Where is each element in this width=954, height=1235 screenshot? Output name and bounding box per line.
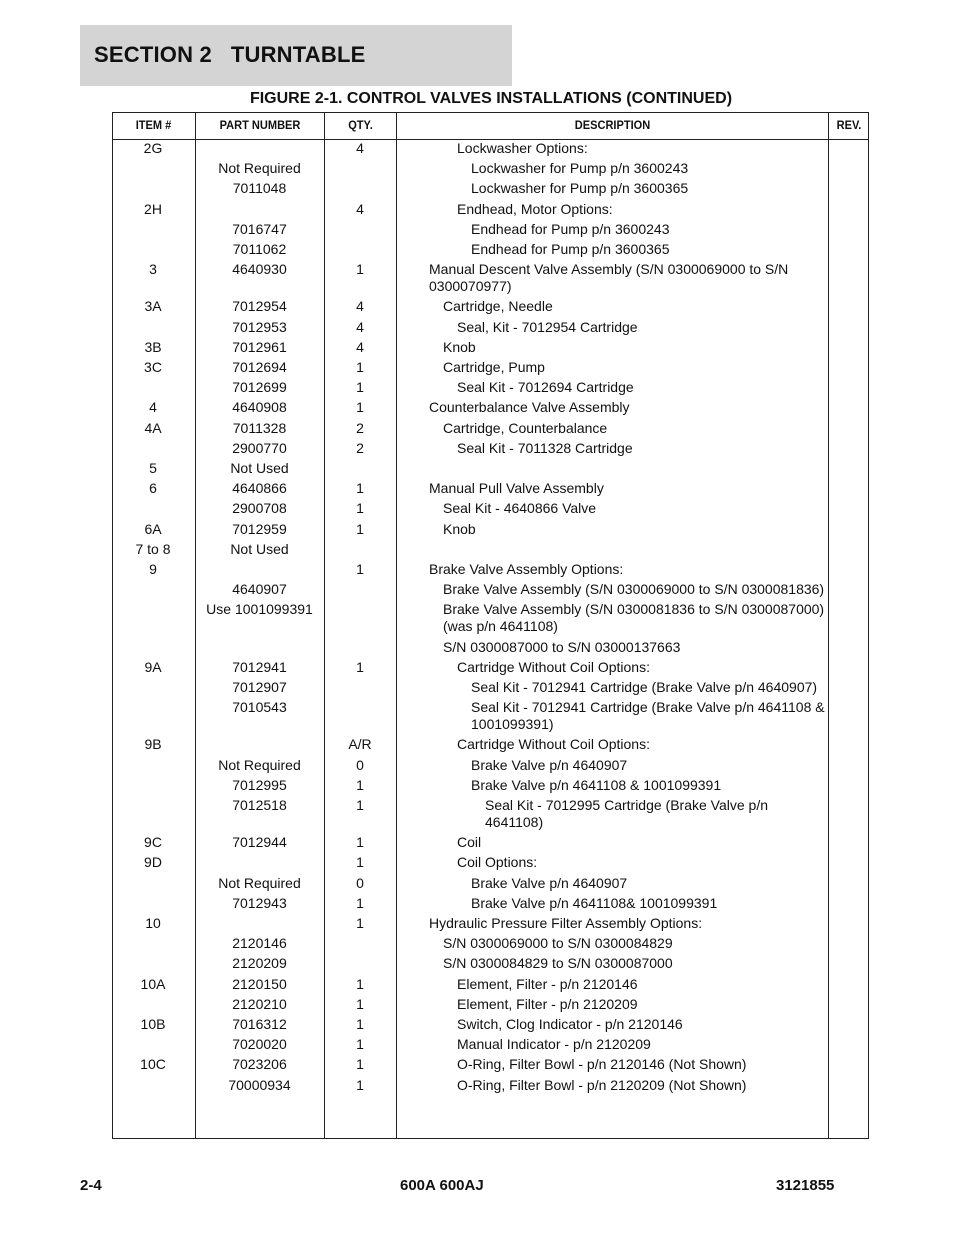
description-cell: Seal Kit - 7012941 Cartridge (Brake Valve p/n 4641108 & 1001099391)	[471, 699, 825, 733]
part-number-cell: 7023206	[232, 1056, 287, 1073]
part-number-cell: 7016312	[232, 1016, 287, 1032]
description-cell: Brake Valve p/n 4641108 & 1001099391	[471, 776, 722, 793]
description-cell: Hydraulic Pressure Filter Assembly Options:	[429, 915, 703, 931]
quantity-cell: 1	[356, 379, 364, 396]
description-cell: Counterbalance Valve Assembly	[429, 399, 630, 416]
quantity-cell: 4	[356, 140, 364, 156]
quantity-cell: 1	[356, 1036, 364, 1053]
column-header-description: DESCRIPTION	[574, 118, 651, 132]
item-number-cell: 7 to 8	[135, 540, 171, 557]
section-title: SECTION 2 TURNTABLE	[94, 42, 366, 67]
quantity-cell: 1	[356, 975, 364, 992]
part-number-cell: 2120150	[232, 975, 287, 992]
description-cell: O-Ring, Filter Bowl - p/n 2120146 (Not Shown)	[457, 1056, 747, 1073]
item-number-cell: 9D	[144, 854, 162, 871]
description-cell: Lockwasher for Pump p/n 3600365	[471, 180, 689, 197]
column-header-part-number: PART NUMBER	[219, 118, 301, 132]
item-number-cell: 3C	[144, 359, 162, 375]
item-number-cell: 10B	[140, 1016, 166, 1032]
part-number-cell: 7011062	[232, 241, 287, 257]
part-number-cell: Not Required	[218, 160, 301, 177]
part-number-cell: 7012954	[232, 298, 287, 315]
description-cell: Brake Valve Assembly Options:	[429, 561, 624, 577]
description-cell: Cartridge, Pump	[443, 359, 545, 375]
quantity-cell: 2	[356, 419, 364, 436]
quantity-cell: 1	[356, 1016, 364, 1032]
part-number-cell: Not Used	[230, 460, 289, 476]
page-number: 2-4	[80, 1177, 102, 1194]
item-number-cell: 4	[149, 399, 157, 416]
description-cell: Brake Valve Assembly (S/N 0300069000 to S/N 0300081836)	[443, 581, 825, 598]
part-number-cell: 7010543	[232, 699, 287, 716]
part-number-cell: 7012961	[232, 338, 287, 355]
description-cell: Brake Valve Assembly (S/N 0300081836 to S/N 0300087000) (was p/n 4641108)	[443, 601, 825, 635]
description-cell: Manual Pull Valve Assembly	[429, 480, 604, 497]
quantity-cell: 1	[356, 854, 364, 871]
part-number-cell: 7012943	[232, 894, 287, 911]
description-cell: S/N 0300069000 to S/N 0300084829	[443, 935, 673, 952]
description-cell: Seal Kit - 7012941 Cartridge (Brake Valve p/n 4640907)	[471, 679, 818, 695]
part-number-cell: 2120210	[232, 995, 287, 1012]
part-number-cell: 4640908	[232, 399, 287, 416]
quantity-cell: 4	[356, 318, 364, 335]
quantity-cell: 1	[356, 480, 364, 497]
item-number-cell: 4A	[144, 419, 162, 436]
column-header-qty: QTY.	[348, 118, 373, 132]
column-header-rev: REV.	[836, 118, 862, 132]
quantity-cell: 1	[356, 834, 364, 851]
part-number-cell: 7012959	[232, 520, 287, 537]
quantity-cell: 1	[356, 561, 364, 577]
part-number-cell: 4640930	[232, 261, 287, 278]
part-number-cell: 4640866	[232, 480, 287, 497]
quantity-cell: 1	[356, 658, 364, 675]
quantity-cell: 1	[356, 915, 364, 931]
part-number-cell: 7012907	[232, 679, 287, 695]
item-number-cell: 9	[149, 561, 157, 577]
description-cell: Manual Indicator - p/n 2120209	[457, 1036, 651, 1053]
part-number-cell: 7012995	[232, 776, 287, 793]
description-cell: Coil Options:	[457, 854, 538, 871]
item-number-cell: 3A	[144, 298, 162, 315]
description-cell: Cartridge Without Coil Options:	[457, 658, 650, 675]
description-cell: Seal Kit - 7011328 Cartridge	[457, 439, 633, 456]
part-number-cell: 7012941	[232, 658, 287, 675]
description-cell: Element, Filter - p/n 2120146	[457, 975, 638, 992]
description-cell: S/N 0300087000 to S/N 03000137663	[443, 638, 681, 655]
description-cell: Brake Valve p/n 4640907	[471, 874, 628, 891]
quantity-cell: A/R	[348, 736, 372, 753]
description-cell: Element, Filter - p/n 2120209	[457, 995, 638, 1012]
part-number-cell: 7012953	[232, 318, 287, 335]
part-number-cell: 7020020	[232, 1036, 287, 1053]
item-number-cell: 2H	[144, 200, 162, 217]
item-number-cell: 2G	[143, 140, 163, 156]
item-number-cell: 3	[149, 261, 157, 278]
description-cell: Knob	[443, 338, 476, 355]
part-number-cell: 2120146	[232, 935, 287, 952]
column-divider	[828, 112, 829, 1139]
description-cell: Coil	[457, 834, 482, 851]
quantity-cell: 1	[356, 261, 364, 278]
description-cell: Brake Valve p/n 4640907	[471, 756, 628, 773]
quantity-cell: 1	[356, 1056, 364, 1073]
description-cell: Switch, Clog Indicator - p/n 2120146	[457, 1016, 683, 1032]
description-cell: Endhead for Pump p/n 3600243	[471, 220, 670, 237]
part-number-cell: 70000934	[228, 1076, 291, 1093]
part-number-cell: 2120209	[232, 955, 287, 972]
description-cell: Seal, Kit - 7012954 Cartridge	[457, 318, 638, 335]
description-cell: Seal Kit - 7012694 Cartridge	[457, 379, 634, 396]
item-number-cell: 9C	[144, 834, 162, 851]
column-header-item: ITEM #	[135, 118, 172, 132]
quantity-cell: 1	[356, 520, 364, 537]
part-number-cell: Not Used	[230, 540, 289, 557]
part-number-cell: 7012944	[232, 834, 287, 851]
part-number-cell: 7016747	[232, 220, 287, 237]
quantity-cell: 1	[356, 1076, 364, 1093]
description-cell: Seal Kit - 4640866 Valve	[443, 500, 597, 517]
quantity-cell: 0	[356, 874, 364, 891]
part-number-cell: 2900770	[232, 439, 287, 456]
part-number-cell: Not Required	[218, 756, 301, 773]
quantity-cell: 1	[356, 399, 364, 416]
item-number-cell: 9A	[144, 658, 162, 675]
description-cell: Cartridge, Needle	[443, 298, 553, 315]
description-cell: Seal Kit - 7012995 Cartridge (Brake Valve p/n 4641108)	[485, 797, 769, 830]
description-cell: Knob	[443, 520, 476, 537]
item-number-cell: 10A	[140, 975, 166, 992]
description-cell: Lockwasher Options:	[457, 140, 588, 156]
quantity-cell: 1	[356, 359, 364, 375]
quantity-cell: 1	[356, 995, 364, 1012]
quantity-cell: 1	[356, 797, 364, 813]
item-number-cell: 10	[145, 915, 161, 931]
quantity-cell: 4	[356, 338, 364, 355]
part-number-cell: 2900708	[232, 500, 287, 517]
figure-title: FIGURE 2-1. CONTROL VALVES INSTALLATIONS (CONTINUED)	[249, 90, 733, 107]
part-number-cell: 7011328	[232, 419, 287, 436]
description-cell: Lockwasher for Pump p/n 3600243	[471, 160, 689, 177]
item-number-cell: 3B	[144, 338, 162, 355]
part-number-cell: Use 1001099391	[206, 601, 313, 618]
part-number-cell: 7012518	[232, 797, 287, 813]
description-cell: Endhead, Motor Options:	[457, 200, 613, 217]
quantity-cell: 4	[356, 200, 364, 217]
section-header	[80, 25, 512, 86]
item-number-cell: 6A	[144, 520, 162, 537]
quantity-cell: 4	[356, 298, 364, 315]
model-label: 600A 600AJ	[400, 1177, 484, 1194]
quantity-cell: 1	[356, 776, 364, 793]
quantity-cell: 1	[356, 500, 364, 517]
quantity-cell: 2	[356, 439, 364, 456]
item-number-cell: 5	[149, 460, 157, 476]
item-number-cell: 9B	[144, 736, 162, 753]
part-number-cell: 7012699	[232, 379, 287, 396]
description-cell: Manual Descent Valve Assembly (S/N 0300069000 to S/N 0300070977)	[429, 261, 789, 295]
part-number-cell: 4640907	[232, 581, 287, 598]
description-cell: Cartridge, Counterbalance	[443, 419, 608, 436]
quantity-cell: 0	[356, 756, 364, 773]
description-cell: Endhead for Pump p/n 3600365	[471, 241, 670, 257]
item-number-cell: 10C	[140, 1056, 166, 1073]
description-cell: O-Ring, Filter Bowl - p/n 2120209 (Not Shown)	[457, 1076, 747, 1093]
column-divider	[396, 112, 397, 1139]
part-number-cell: 7011048	[232, 180, 287, 197]
description-cell: Cartridge Without Coil Options:	[457, 736, 650, 753]
part-number-cell: Not Required	[218, 874, 301, 891]
item-number-cell: 6	[149, 480, 157, 497]
description-cell: Brake Valve p/n 4641108& 1001099391	[471, 894, 718, 911]
description-cell: S/N 0300084829 to S/N 0300087000	[443, 955, 673, 972]
part-number-cell: 7012694	[232, 359, 287, 375]
quantity-cell: 1	[356, 894, 364, 911]
document-number: 3121855	[776, 1177, 835, 1194]
